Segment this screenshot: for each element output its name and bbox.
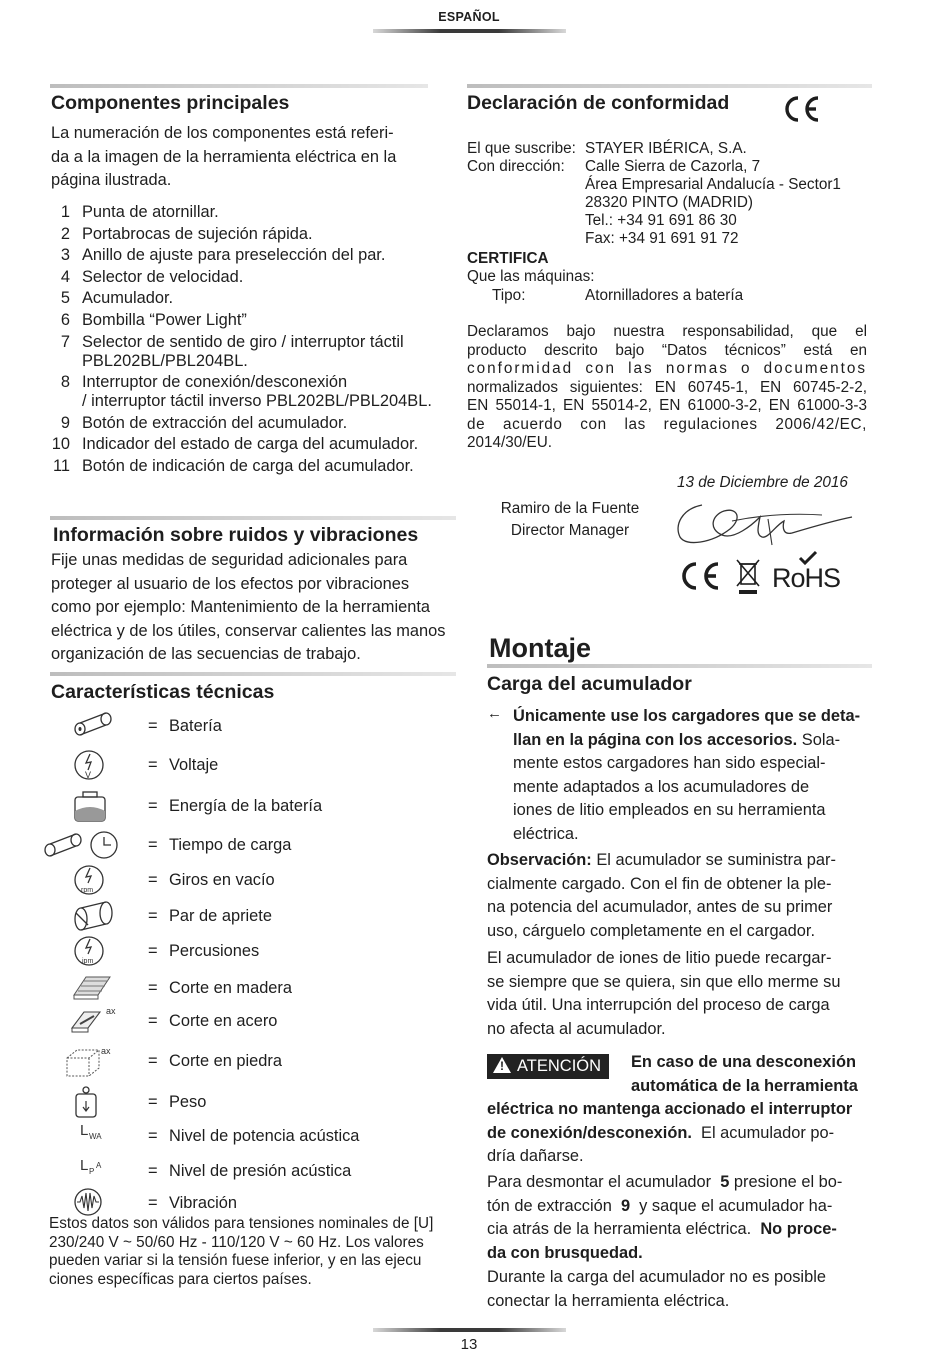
declaration-text: [467, 323, 867, 453]
decl-value: Área Empresarial Andalucía - Sector1: [585, 176, 841, 193]
component-item: [50, 457, 470, 476]
charging-note: [487, 1266, 882, 1313]
header-bar: [373, 29, 566, 33]
body-text: El acumulador po-: [701, 1123, 835, 1142]
intro-line: página ilustrada.: [51, 171, 172, 189]
bold-text: En caso de una desconexión: [631, 1053, 856, 1071]
equals-sign: =: [148, 1012, 158, 1030]
body-text: se siempre que se quiera, sin que ello merme su: [487, 972, 841, 991]
body-text: tón de extracción: [487, 1196, 612, 1215]
ref-number: 9: [620, 1196, 631, 1215]
component-item: [50, 333, 470, 371]
decl-line: Declaramos bajo nuestra responsabilidad, que el: [467, 323, 867, 340]
decl-value: Calle Sierra de Cazorla, 7: [585, 158, 761, 175]
tech-footnote: [49, 1215, 474, 1289]
component-text: Acumulador.: [82, 289, 174, 308]
noise-title: Información sobre ruidos y vibraciones: [53, 524, 419, 546]
body-text: vida útil. Una interrupción del proceso de carga: [487, 996, 830, 1014]
observation-label: Observación:: [487, 851, 592, 869]
check-icon: [798, 550, 818, 566]
body-text: Para desmontar el acumulador: [487, 1173, 712, 1191]
decl-line: de acuerdo con las regulaciones 2006/42/EC,: [467, 415, 867, 433]
component-text: Interruptor de conexión/desconexión: [82, 373, 348, 392]
warning-icon: !: [493, 1057, 511, 1073]
equals-sign: =: [148, 756, 158, 774]
equals-sign: =: [148, 1162, 158, 1180]
remove-paragraph: [487, 1171, 882, 1265]
tech-row: [50, 828, 470, 862]
attention-label: ATENCIÓN: [517, 1057, 602, 1075]
signer-role: Director Manager: [510, 522, 630, 539]
declaration-date: 13 de Diciembre de 2016: [677, 474, 848, 491]
component-item: [50, 373, 470, 411]
language-label: ESPAÑOL: [438, 10, 500, 24]
noise-line: eléctrica y de los útiles, conservar calientes las manos: [51, 621, 446, 640]
intro-line: La numeración de los componentes está referi-: [51, 124, 394, 142]
tech-row: [50, 748, 470, 782]
equals-sign: =: [148, 942, 158, 960]
body-text: y saque el acumulador ha-: [639, 1196, 833, 1215]
tech-label: Nivel de presión acústica: [169, 1162, 352, 1180]
tech-label: Corte en acero: [169, 1012, 278, 1030]
arrow-icon: ←: [487, 705, 502, 722]
bold-text: llan en la página con los accesorios.: [513, 730, 798, 749]
tech-label: Par de apriete: [169, 907, 272, 925]
components-intro: [51, 122, 441, 193]
steel-cut-icon: [70, 1004, 160, 1038]
machines-label: Que las máquinas:: [467, 268, 595, 285]
body-text: Sola-: [801, 730, 841, 749]
tech-row: [50, 789, 470, 823]
ref-number: 5: [720, 1173, 730, 1191]
component-number: 6: [60, 310, 70, 329]
tech-title: Características técnicas: [51, 681, 275, 703]
footnote-line: 230/240 V ~ 50/60 Hz - 110/120 V ~ 60 Hz. Los valores: [49, 1233, 424, 1251]
component-item: [50, 435, 470, 454]
svg-text:ipm: ipm: [82, 958, 94, 965]
component-text: Selector de velocidad.: [82, 267, 244, 286]
svg-text:ax: ax: [101, 1046, 111, 1056]
body-text: El acumulador de iones de litio puede recargar-: [487, 949, 832, 967]
body-text: uso, cárguelo completamente en el cargador.: [487, 921, 816, 940]
body-text: cialmente cargado. Con el fin de obtener la ple-: [487, 874, 832, 893]
component-number: 8: [60, 373, 70, 392]
section-rule: [50, 84, 428, 88]
bold-text: No proce-: [760, 1220, 837, 1238]
component-item: [50, 203, 470, 222]
svg-text:ax: ax: [106, 1006, 116, 1016]
tech-row: [50, 899, 470, 933]
tech-label: Tiempo de carga: [169, 836, 292, 854]
component-text: Anillo de ajuste para preselección del par.: [82, 246, 386, 265]
body-text: dría dañarse.: [487, 1147, 584, 1165]
component-text: Selector de sentido de giro / interruptor táctil: [82, 332, 404, 351]
decl-value: 28320 PINTO (MADRID): [585, 194, 754, 211]
tech-row: [50, 1085, 470, 1119]
rohs-mark: RoHS: [772, 563, 841, 593]
components-list: [50, 203, 470, 479]
component-number: 10: [51, 435, 70, 454]
decl-line: EN 55014-1, EN 55014-2, EN 61000-3-2, EN 61000-3-3: [467, 397, 867, 414]
component-item: [50, 311, 470, 330]
component-number: 1: [60, 203, 70, 221]
equals-sign: =: [148, 836, 158, 854]
tech-label: Corte en madera: [169, 979, 292, 997]
lithium-paragraph: [487, 947, 882, 1041]
bold-text: da con brusquedad.: [487, 1243, 643, 1262]
declaration-title: Declaración de conformidad: [467, 92, 730, 114]
tech-row: [50, 1154, 470, 1188]
decl-line: normalizados siguientes: EN 60745-1, EN 60745-2-2,: [467, 378, 867, 396]
tech-row: [50, 709, 470, 743]
tech-label: Voltaje: [169, 756, 219, 774]
component-number: 3: [60, 246, 70, 265]
component-text: / interruptor táctil inverso PBL202BL/PBL204BL.: [82, 392, 432, 411]
component-text: Bombilla “Power Light”: [82, 310, 247, 329]
tech-label: Vibración: [169, 1194, 238, 1212]
warning-body: [487, 1098, 882, 1169]
attention-badge: [487, 1054, 609, 1079]
svg-text:rpm: rpm: [81, 887, 94, 894]
decl-key: Con dirección:: [467, 158, 565, 175]
section-rule: [487, 664, 872, 668]
noise-line: organización de las secuencias de trabajo.: [51, 645, 361, 663]
component-number: 11: [52, 456, 70, 475]
footnote-line: Estos datos son válidos para tensiones nominales de [U]: [49, 1215, 434, 1232]
body-text: no afecta al acumulador.: [487, 1019, 666, 1038]
component-text: PBL202BL/PBL204BL.: [82, 351, 248, 370]
noise-text: [51, 549, 476, 667]
signer-block: [490, 498, 650, 542]
section-rule: [50, 516, 456, 520]
stone-cut-icon: [65, 1044, 155, 1078]
component-item: [50, 414, 470, 433]
noise-line: proteger al usuario de los efectos por vibraciones: [51, 574, 410, 593]
bold-text: Únicamente use los cargadores que se deta-: [513, 707, 861, 725]
svg-text:A: A: [96, 1161, 102, 1170]
tech-row: [50, 863, 470, 897]
component-text: Botón de extracción del acumulador.: [82, 413, 348, 432]
equals-sign: =: [148, 717, 158, 735]
body-text: iones de litio empleados en su herramienta: [513, 801, 826, 819]
ce-mark-icon: [676, 560, 724, 592]
equals-sign: =: [148, 1093, 158, 1111]
tech-row: [50, 971, 470, 1005]
montaje-title: Montaje: [489, 633, 592, 663]
charge-subtitle: Carga del acumulador: [487, 673, 692, 695]
tech-label: Energía de la batería: [169, 797, 323, 815]
footnote-line: ciones específicas para ciertos países.: [49, 1270, 312, 1288]
tech-row: [50, 1004, 470, 1038]
component-item: [50, 289, 470, 308]
decl-value: STAYER IBÉRICA, S.A.: [585, 140, 747, 157]
footer-bar: [373, 1328, 566, 1332]
certifica-label: CERTIFICA: [467, 250, 549, 267]
component-text: Portabrocas de sujeción rápida.: [82, 224, 313, 243]
component-item: [50, 225, 470, 244]
section-rule: [50, 672, 456, 676]
body-text: na potencia del acumulador, antes de su primer: [487, 898, 833, 916]
svg-text:V: V: [85, 770, 92, 780]
body-text: cia atrás de la herramienta eléctrica.: [487, 1220, 752, 1238]
component-number: 7: [60, 332, 70, 351]
equals-sign: =: [148, 907, 158, 925]
tech-label: Corte en piedra: [169, 1052, 282, 1070]
weee-bin-icon: [734, 556, 762, 596]
tech-row: [50, 1119, 470, 1153]
equals-sign: =: [148, 1052, 158, 1070]
bold-text: automática de la herramienta: [631, 1076, 858, 1095]
tech-label: Nivel de potencia acústica: [169, 1127, 360, 1145]
bold-text: eléctrica no mantenga accionado el interruptor: [487, 1100, 853, 1118]
observation-paragraph: [487, 849, 882, 943]
svg-text:P: P: [89, 1167, 95, 1176]
bold-text: de conexión/desconexión.: [487, 1123, 692, 1142]
component-number: 5: [60, 289, 70, 308]
component-item: [50, 268, 470, 287]
charge-time-icon: [42, 828, 132, 862]
equals-sign: =: [148, 871, 158, 889]
signer-name: Ramiro de la Fuente: [500, 500, 640, 517]
component-number: 4: [60, 267, 70, 286]
decl-key: El que suscribe:: [467, 140, 576, 157]
component-text: Indicador del estado de carga del acumulador.: [82, 435, 419, 454]
body-text: presione el bo-: [733, 1173, 843, 1191]
warning-head: [631, 1051, 858, 1098]
component-text: Punta de atornillar.: [82, 203, 219, 221]
svg-text:L: L: [80, 1157, 89, 1174]
tech-label: Batería: [169, 717, 222, 735]
svg-text:WA: WA: [89, 1132, 102, 1141]
decl-line: conformidad con las normas o documentos: [467, 360, 867, 377]
tech-row: [50, 1044, 470, 1078]
svg-text:L: L: [80, 1122, 89, 1139]
equals-sign: =: [148, 1194, 158, 1212]
decl-line: producto descrito bajo “Datos técnicos” está en: [467, 341, 867, 359]
signature-image: [672, 495, 857, 550]
type-value: Atornilladores a batería: [585, 287, 744, 304]
type-key: Tipo:: [492, 287, 526, 304]
component-item: [50, 246, 470, 265]
equals-sign: =: [148, 797, 158, 815]
equals-sign: =: [148, 979, 158, 997]
component-number: 2: [60, 224, 70, 243]
decl-value: Fax: +34 91 691 91 72: [585, 230, 739, 247]
tech-label: Peso: [169, 1093, 207, 1111]
page-number: 13: [460, 1336, 478, 1353]
tech-row: [50, 934, 470, 968]
decl-line: 2014/30/EU.: [467, 434, 553, 451]
noise-line: Fije unas medidas de seguridad adicionales para: [51, 551, 408, 569]
charger-paragraph: [513, 705, 893, 846]
decl-value: Tel.: +34 91 691 86 30: [585, 212, 737, 229]
body-text: mente adaptados a los acumuladores de: [513, 777, 810, 796]
section-rule: [467, 84, 872, 88]
tech-label: Giros en vacío: [169, 871, 275, 889]
body-text: El acumulador se suministra par-: [596, 851, 836, 869]
body-text: conectar la herramienta eléctrica.: [487, 1291, 730, 1310]
component-text: Botón de indicación de carga del acumulador.: [82, 456, 414, 475]
equals-sign: =: [148, 1127, 158, 1145]
component-number: 9: [60, 413, 70, 432]
intro-line: da a la imagen de la herramienta eléctrica en la: [51, 147, 397, 166]
noise-line: como por ejemplo: Mantenimiento de la herramienta: [51, 598, 431, 616]
body-text: eléctrica.: [513, 824, 579, 843]
components-title: Componentes principales: [51, 92, 290, 114]
ce-mark-icon: [780, 94, 822, 124]
body-text: mente estos cargadores han sido especial-: [513, 754, 826, 772]
footnote-line: pueden variar si la tensión fuese inferior, y en las ejecu: [49, 1252, 422, 1270]
tech-label: Percusiones: [169, 942, 260, 960]
body-text: Durante la carga del acumulador no es posible: [487, 1268, 826, 1286]
